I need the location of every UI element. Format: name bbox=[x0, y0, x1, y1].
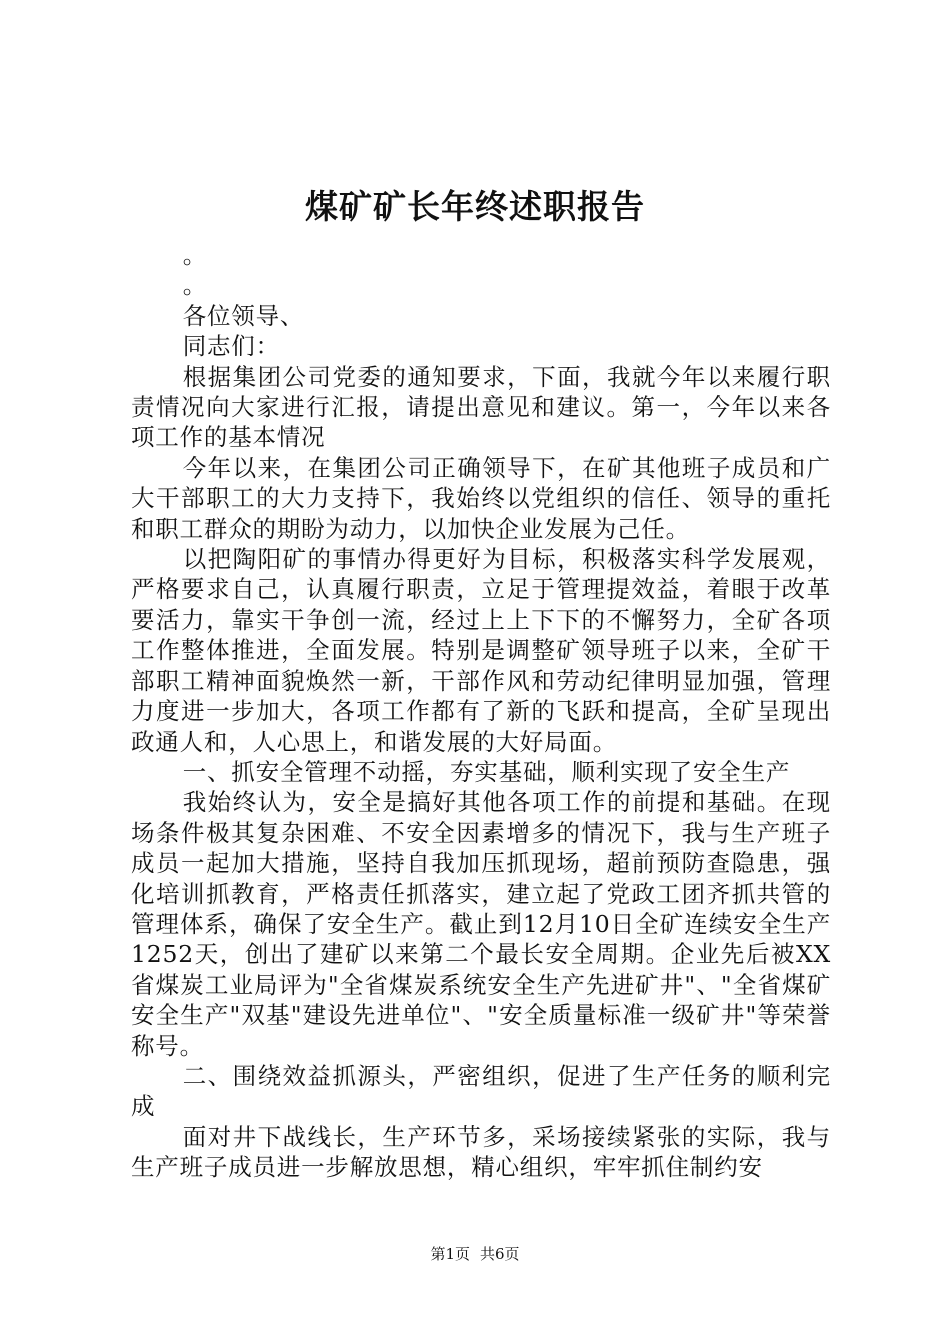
page-number: 第1页 bbox=[430, 1245, 470, 1263]
paragraph-goals: 以把陶阳矿的事情办得更好为目标，积极落实科学发展观，严格要求自己，认真履行职责，立足于管理提效益，着眼于改革要活力，靠实干争创一流，经过上上下下的不懈努力，全矿各项工作整体推进，全面发展。特别是调整矿领导班子以来，全矿干部职工精神面貌焕然一新，干部作风和劳动纪律明显加强，管理力度进一步加大，各项工作都有了新的飞跃和提高，全矿呈现出政通人和，人心思上，和谐发展的大好局面。 bbox=[131, 545, 831, 756]
salutation-line-1: 各位领导、 bbox=[182, 301, 305, 330]
document-title: 煤矿矿长年终述职报告 bbox=[305, 187, 645, 226]
paragraph-production: 面对井下战线长，生产环节多，采场接续紧张的实际，我与生产班子成员进一步解放思想，精心组织，牢牢抓住制约安 bbox=[131, 1122, 831, 1182]
paragraph-overview: 今年以来，在集团公司正确领导下，在矿其他班子成员和广大干部职工的大力支持下，我始终以党组织的信任、领导的重托和职工群众的期盼为动力，以加快企业发展为己任。 bbox=[131, 453, 831, 543]
page-footer bbox=[0, 1243, 950, 1265]
paragraph-dot-1: 。 bbox=[182, 241, 207, 269]
paragraph-safety: 我始终认为，安全是搞好其他各项工作的前提和基础。在现场条件极其复杂困难、不安全因素增多的情况下，我与生产班子成员一起加大措施，坚持自我加压抓现场，超前预防查隐患，强化培训抓教育，严格责任抓落实，建立起了党政工团齐抓共管的管理体系，确保了安全生产。截止到12月10日全矿连续安全生产1252天，创出了建矿以来第二个最长安全周期。企业先后被XX省煤炭工业局评为"全省煤炭系统安全生产先进矿井"、"全省煤矿安全生产"双基"建设先进单位"、"安全质量标准一级矿井"等荣誉称号。 bbox=[131, 788, 831, 1060]
salutation-line-2: 同志们： bbox=[182, 332, 280, 361]
document-body bbox=[131, 240, 831, 1183]
section-heading-production: 二、围绕效益抓源头，严密组织，促进了生产任务的顺利完成 bbox=[131, 1061, 831, 1121]
section-heading-safety: 一、抓安全管理不动摇，夯实基础，顺利实现了安全生产 bbox=[182, 757, 791, 786]
paragraph-intro: 根据集团公司党委的通知要求，下面，我就今年以来履行职责情况向大家进行汇报，请提出意见和建议。第一，今年以来各项工作的基本情况 bbox=[131, 362, 831, 452]
paragraph-dot-2: 。 bbox=[182, 271, 207, 300]
page-total: 共6页 bbox=[480, 1245, 520, 1263]
